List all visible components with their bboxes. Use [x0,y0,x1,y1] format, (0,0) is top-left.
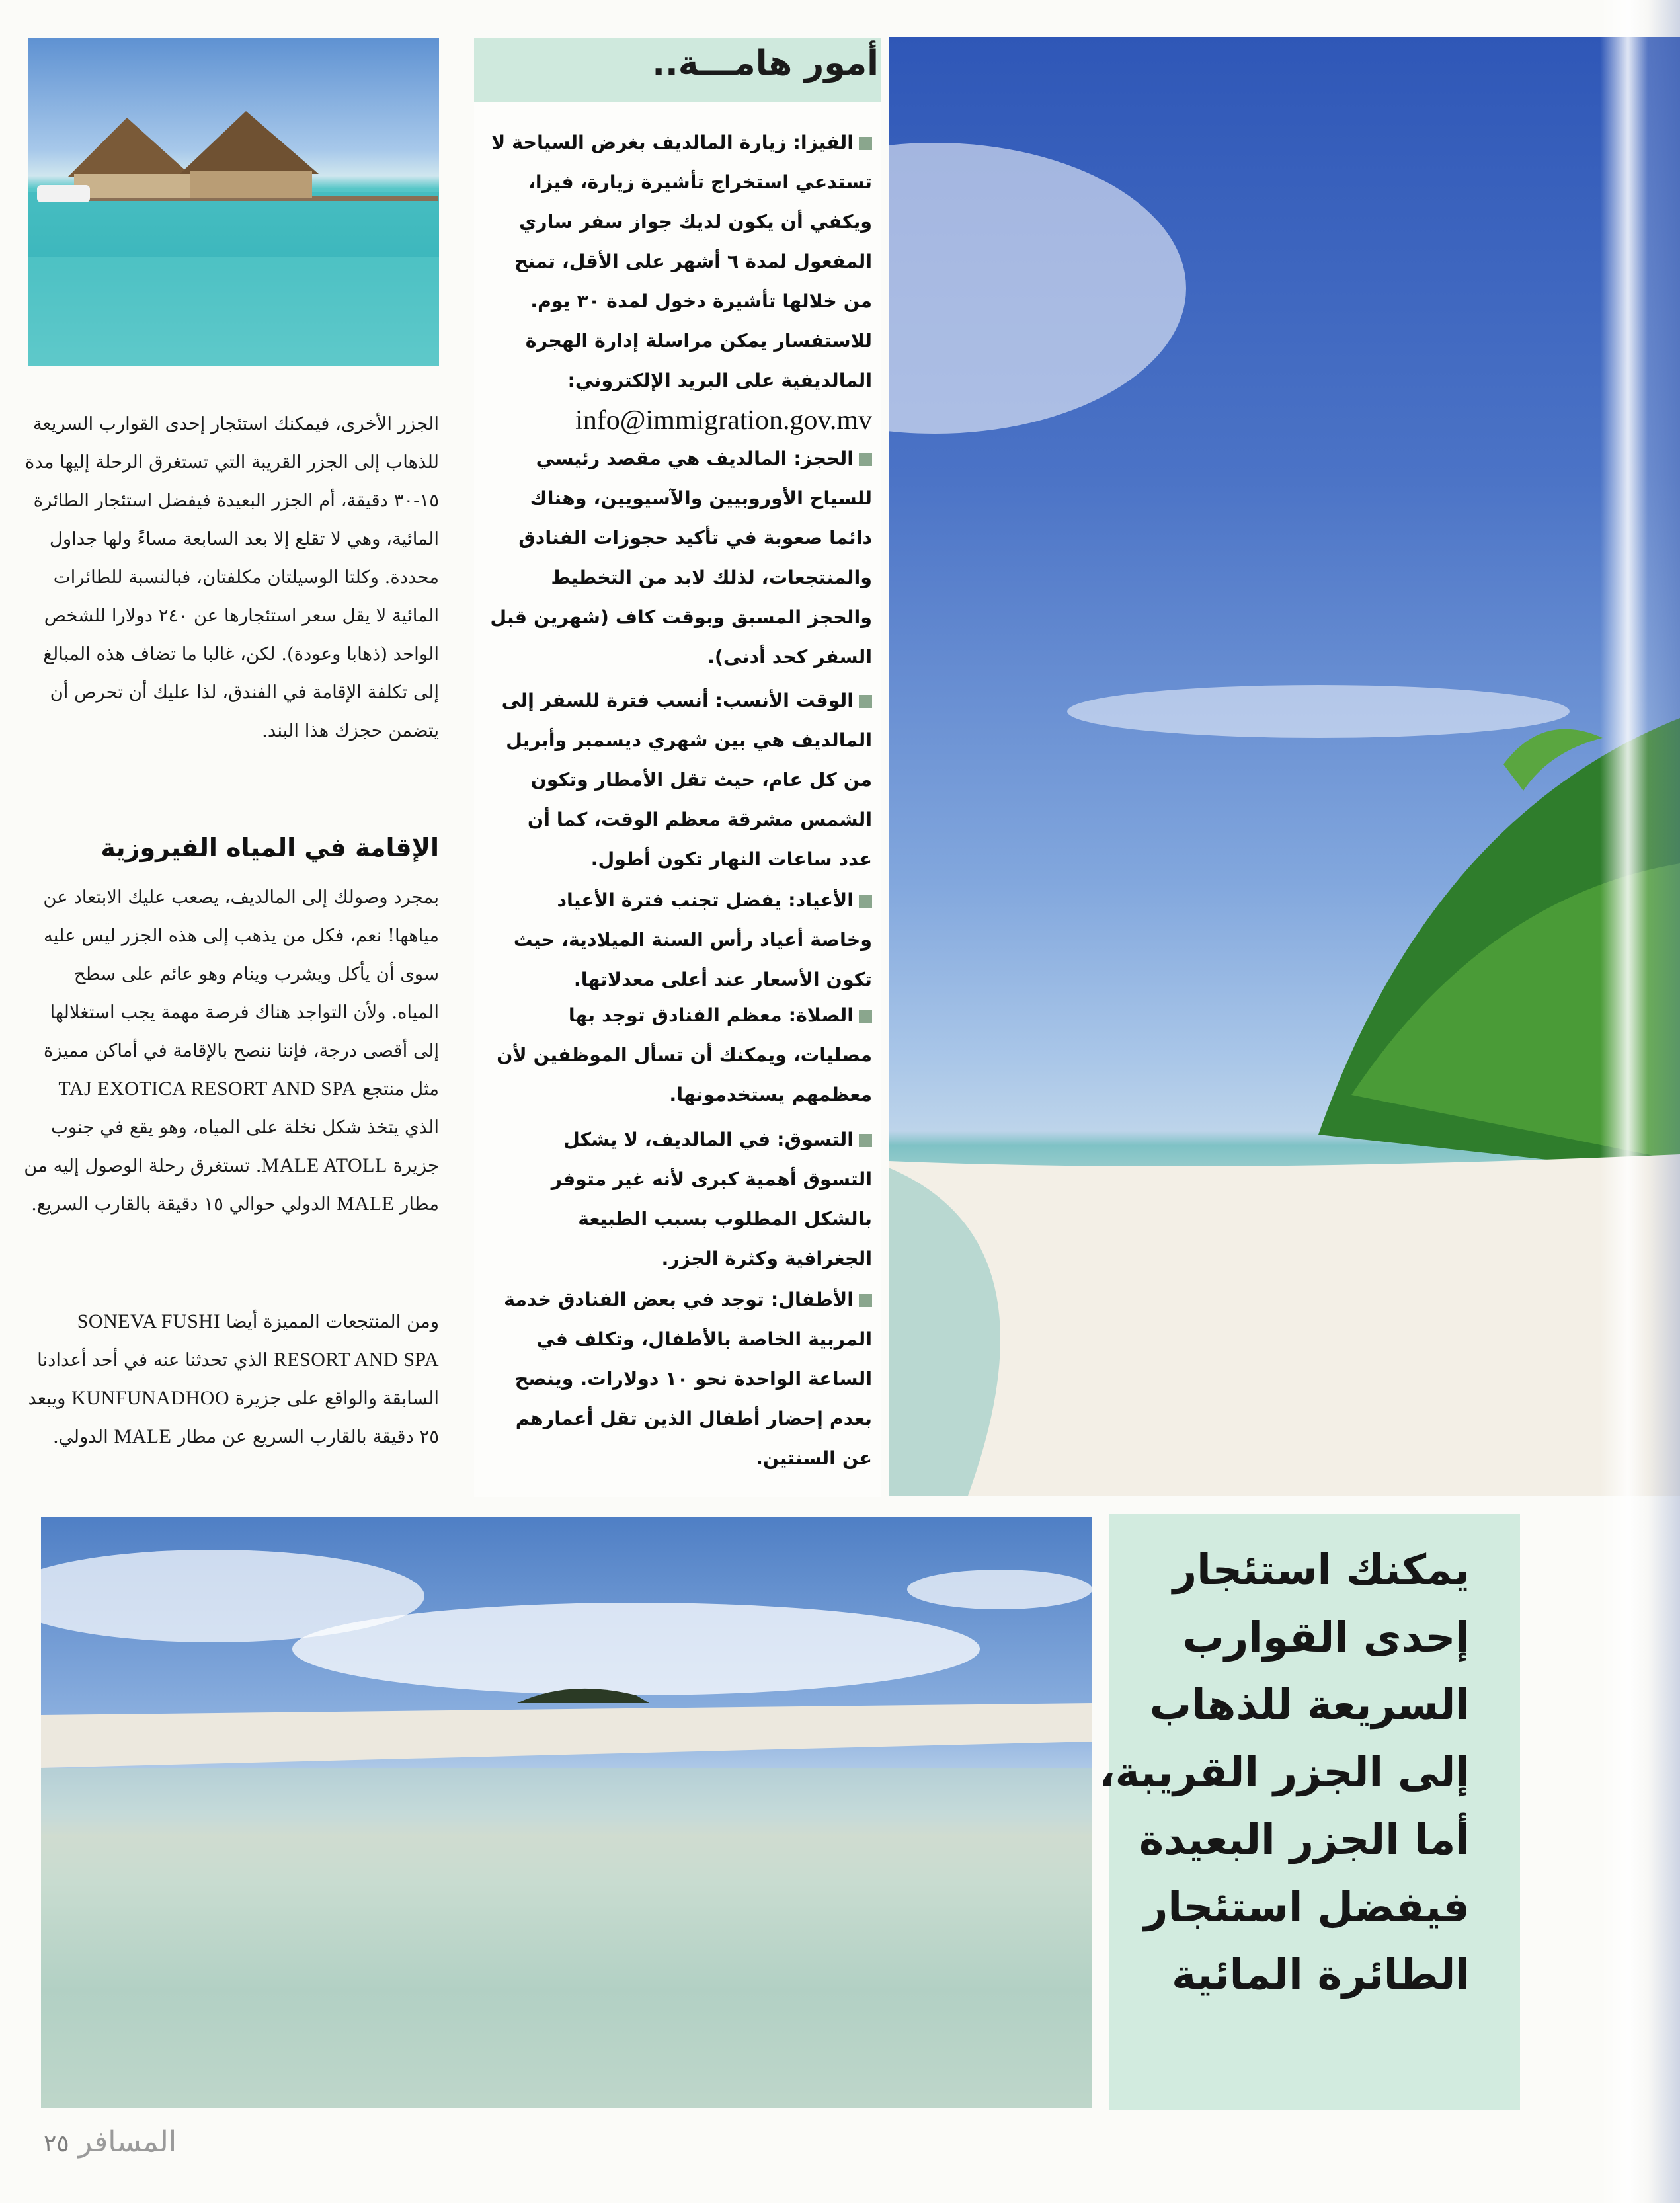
island-name: KUNFUNADHOO [71,1387,230,1409]
notes-box-title: أمور هامـــة.. [652,44,879,83]
bullet-square-icon [859,137,872,150]
palm-beach-photo [889,37,1680,1496]
airport-name: MALE [337,1193,395,1215]
note-prayer: الصلاة: معظم الفنادق توجد بها مصليات، ويمكنك أن تسأل الموظفين لأن معظمهم يستخدمونها. [497,1004,872,1105]
note-visa: الفيزا: زيارة المالديف بغرض السياحة لا تستدعي استخراج تأشيرة زيارة، فيزا، ويكفي أن يكون لديك جواز سفر ساري المفعول لمدة ٦ أشهر على الأقل، تمنح من خلالها تأشيرة دخول لمدة ٣٠ يوم. للاستفسار يمكن مراسلة إدارة الهجرة المالديفية على البريد الإلكتروني: info@immigration.gov.mv [491,132,872,436]
pull-quote-box [1109,1514,1520,2110]
note-children: الأطفال: توجد في بعض الفنادق خدمة المربية الخاصة بالأطفال، وتكلف في الساعة الواحدة نحو ١٠ دولارات. وينصح بعدم إحضار أطفال الذين تقل أعمارهم عن السنتين. [504,1289,872,1469]
section-heading-turquoise-stay: الإقامة في المياه الفيروزية [100,833,439,862]
article-paragraph-soneva: ومن المنتجعات المميزة أيضا SONEVA FUSHI RESORT AND SPA الذي تحدثنا عنه في أحد أعدادنا السابقة والواقع على جزيرة KUNFUNADHOO ويبعد ٢٥ دقيقة بالقارب السريع عن مطار MALE الدولي. [28,1310,439,1447]
airport-name: MALE [114,1425,172,1447]
bullet-square-icon [859,1010,872,1023]
pull-quote-line: فيفضل استئجار [1144,1883,1470,1931]
magazine-name: المسافر [78,2125,177,2159]
bullet-square-icon [859,695,872,708]
bullet-square-icon [859,1294,872,1307]
pull-quote-line: إلى الجزر القريبة، [1099,1748,1470,1796]
note-booking: الحجز: المالديف هي مقصد رئيسي للسياح الأوروبيين والآسيويين، وهناك دائما صعوبة في تأكيد حجوزات الفنادق والمنتجعات، لذلك لابد من التخطيط والحجز المسبق وبوقت كاف (شهرين قبل السفر كحد أدنى). [490,448,872,668]
bullet-square-icon [859,895,872,908]
pull-quote-line: إحدى القوارب [1182,1613,1470,1662]
pull-quote-line: يمكنك استئجار [1172,1546,1470,1594]
page-spine-shadow [1600,0,1680,2203]
page-number: ٢٥ [44,2130,69,2157]
sandbar-island-photo [41,1517,1092,2108]
atoll-name: MALE ATOLL [261,1154,387,1176]
resort-name-taj: TAJ EXOTICA RESORT AND SPA [58,1078,356,1100]
note-shopping: التسوق: في المالديف، لا يشكل التسوق أهمية كبرى لأنه غير متوفر بالشكل المطلوب بسبب الطبيعة الجغرافية وكثرة الجزر. [551,1129,872,1269]
bullet-square-icon [859,453,872,466]
bullet-square-icon [859,1134,872,1147]
overwater-bungalow-photo [28,38,439,366]
immigration-email[interactable]: info@immigration.gov.mv [575,405,872,436]
article-paragraph-resorts: بمجرد وصولك إلى المالديف، يصعب عليك الابتعاد عن مياهها! نعم، فكل من يذهب إلى هذه الجزر ليس عليه سوى أن يأكل ويشرب وينام وهو عائم على سطح المياه. ولأن التواجد هناك فرصة مهمة يجب استغلالها إلى أقصى درجة، فإننا ننصح بالإقامة في أماكن مميزة مثل منتجع TAJ EXOTICA RESORT AND SPA الذي يتخذ شكل نخلة على المياه، وهو يقع في جنوب جزيرة MALE ATOLL. تستغرق رحلة الوصول إليه من مطار MALE الدولي حوالي ١٥ دقيقة بالقارب السريع. [24,887,439,1215]
pull-quote-line: الطائرة المائية [1172,1950,1470,1999]
pull-quote-line: السريعة للذهاب [1149,1681,1470,1729]
note-best-time: الوقت الأنسب: أنسب فترة للسفر إلى المالديف هي بين شهري ديسمبر وأبريل من كل عام، حيث تقل الأمطار وتكون الشمس مشرقة معظم الوقت، كما أن عدد ساعات النهار تكون أطول. [501,690,872,870]
resort-name-soneva: SONEVA FUSHI RESORT AND SPA [77,1310,439,1371]
note-holidays: الأعياد: يفضل تجنب فترة الأعياد وخاصة أعياد رأس السنة الميلادية، حيث تكون الأسعار عند أعلى معدلاتها. [513,889,872,990]
article-paragraph-transport: الجزر الأخرى، فيمكنك استئجار إحدى القوارب السريعة للذهاب إلى الجزر القريبة التي تستغرق الرحلة إليها مدة ١٥-٣٠ دقيقة، أم الجزر البعيدة فيفضل استئجار الطائرة المائية، وهي لا تقلع إلا بعد السابعة مساءً ولها جداول محددة. وكلتا الوسيلتان مكلفتان، فبالنسبة للطائرات المائية لا يقل سعر استئجارها عن ٢٤٠ دولارا للشخص الواحد (ذهابا وعودة). لكن، غالبا ما تضاف هذه المبالغ إلى تكلفة الإقامة في الفندق، لذا عليك أن تحرص أن يتضمن حجزك هذا البند. [24,413,439,741]
pull-quote-line: أما الجزر البعيدة [1139,1816,1470,1864]
